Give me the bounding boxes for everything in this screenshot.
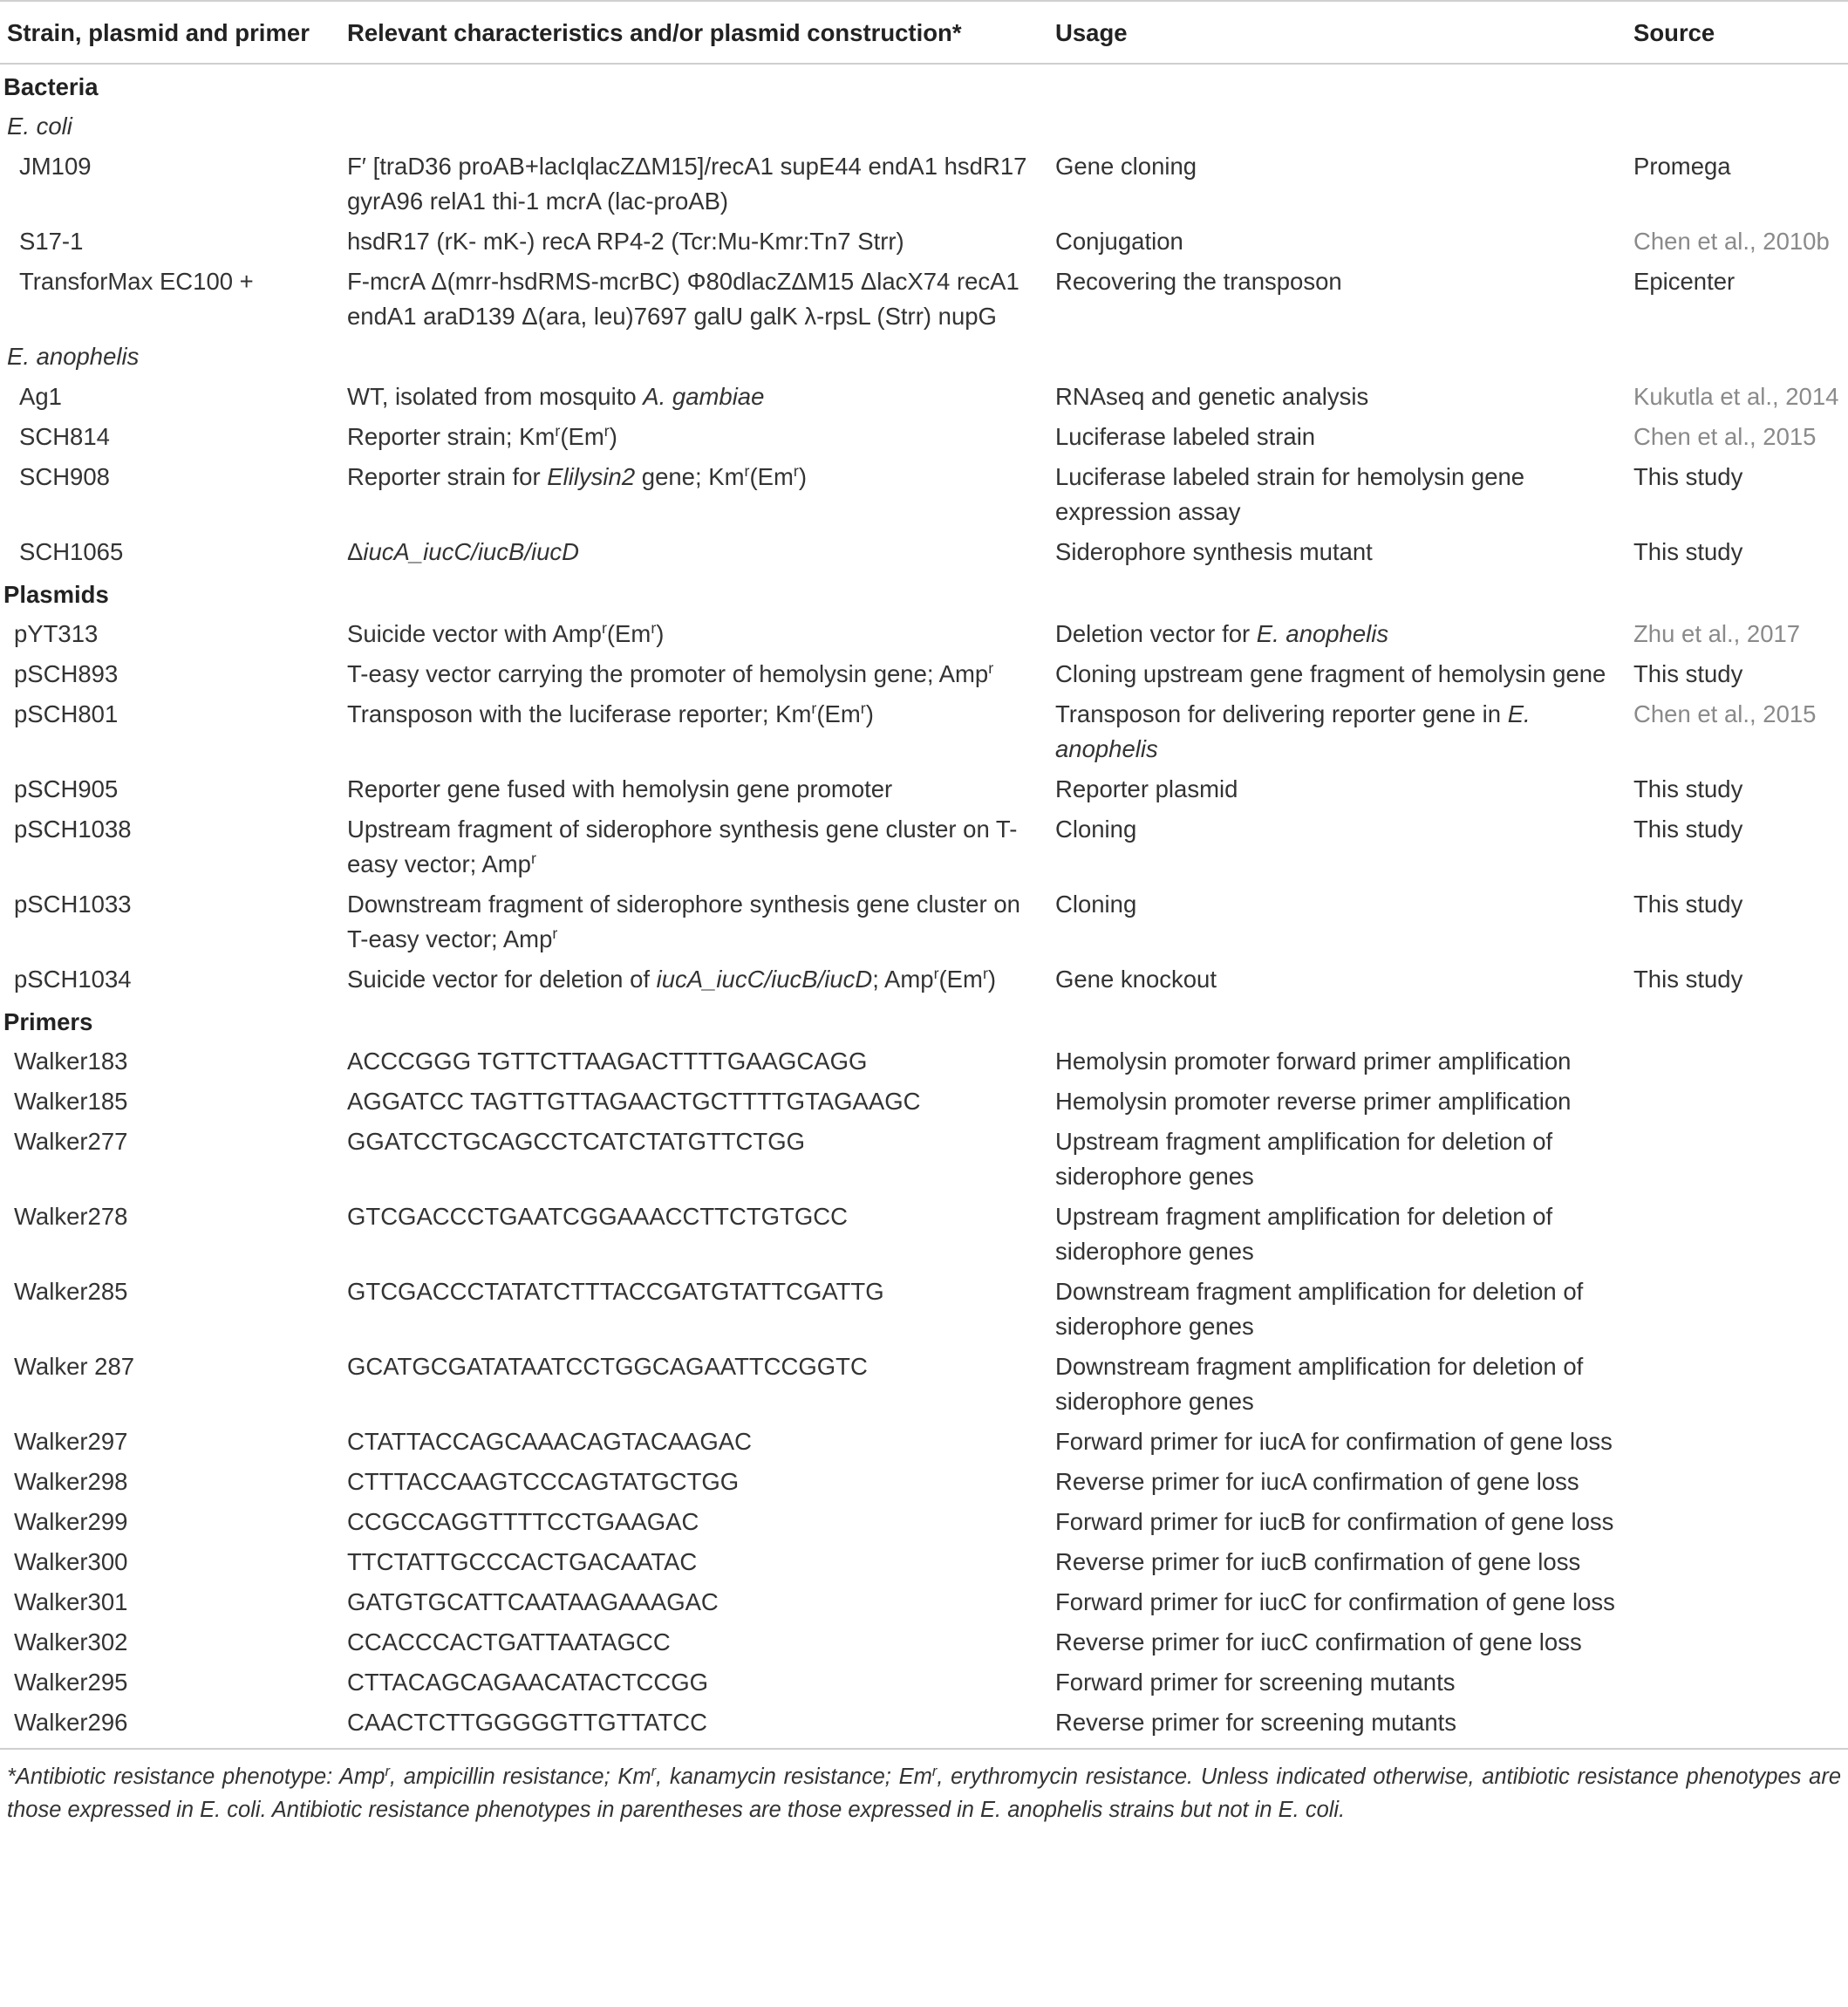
primer-sequence: CTTACAGCAGAACATACTCCGG [347,1669,709,1696]
plasmid-characteristics: T-easy vector carrying the promoter of hemolysin gene; Amp$^r$ [347,659,994,687]
table-row [0,769,1848,809]
subsection-eanophelis: E. anophelis [7,343,140,370]
strain-name: SCH908 [19,463,110,490]
primer-name: Walker 287 [14,1353,135,1380]
strain-source: This study [1633,538,1743,565]
primer-usage: Reverse primer for screening mutants [1055,1709,1457,1736]
primer-sequence: TTCTATTGCCCACTGACAATAC [347,1548,698,1575]
primer-sequence: AGGATCC TAGTTGTTAGAACTGCTTTTGTAGAAGC [347,1088,921,1115]
primer-sequence: CCGCCAGGTTTTCCTGAAGAC [347,1508,699,1535]
primer-usage: Downstream fragment amplification for deletion of siderophore genes [1055,1278,1584,1340]
section-plasmids: Plasmids [3,581,109,608]
plasmid-characteristics: Transposon with the luciferase reporter; Km$^r$(Em$^r$) [347,700,874,727]
header-source: Source [1626,1,1848,64]
primer-source [1626,1662,1848,1703]
table-row [0,959,1848,1000]
strain-usage: Luciferase labeled strain for hemolysin gene expression assay [1055,463,1525,525]
plasmid-source-link[interactable]: Chen et al., 2015 [1633,700,1817,727]
section-row [0,572,1848,614]
table-row [0,1582,1848,1622]
plasmid-characteristics: Suicide vector for deletion of iucA_iucC/iucB/iucD; Amp$^r$(Em$^r$) [347,965,997,993]
primer-sequence: CAACTCTTGGGGGTTGTTATCC [347,1709,707,1736]
plasmid-characteristics: Downstream fragment of siderophore synthesis gene cluster on T-easy vector; Amp$^r$ [347,891,1020,952]
strain-characteristics: Reporter strain for Elilysin2 gene; Km$^r$(Em$^r$) [347,462,807,490]
plasmid-characteristics: Suicide vector with Amp$^r$(Em$^r$) [347,619,665,647]
plasmid-name: pSCH905 [14,775,119,802]
primer-sequence: ACCCGGG TGTTCTTAAGACTTTTGAAGCAGG [347,1048,868,1075]
header-strain: Strain, plasmid and primer [0,1,340,64]
strain-usage: Luciferase labeled strain [1055,423,1316,450]
table-footnote: *Antibiotic resistance phenotype: Amp$^r$, ampicillin resistance; Km$^r$, kanamycin resistance; Em$^r$, erythromycin resistance. Unless indicated otherwise, antibiotic resistance phenotypes are those expressed in E. coli. Antibiotic resistance phenotypes in parentheses are those expressed in E. anophelis strains but not in E. coli. [0,1748,1848,1826]
primer-usage: Forward primer for iucB for confirmation of gene loss [1055,1508,1614,1535]
primer-sequence: CTATTACCAGCAAACAGTACAAGAC [347,1428,752,1455]
section-row [0,64,1848,106]
strain-characteristics: F-mcrA Δ(mrr-hsdRMS-mcrBC) Φ80dlacZΔM15 ΔlacX74 recA1 endA1 araD139 Δ(ara, leu)7697 galU galK λ-rpsL (Strr) nupG [347,268,1019,330]
strain-characteristics: Reporter strain; Km$^r$(Em$^r$) [347,422,617,450]
strain-usage: Recovering the transposon [1055,268,1342,295]
strain-characteristics: hsdR17 (rK- mK-) recA RP4-2 (Tcr:Mu-Kmr:Tn7 Strr) [347,228,904,255]
primer-sequence: GTCGACCCTGAATCGGAAACCTTCTGTGCC [347,1203,848,1230]
table-row [0,884,1848,959]
plasmid-usage: Gene knockout [1055,966,1217,993]
table-row [0,1122,1848,1197]
plasmid-source: This study [1633,775,1743,802]
table-row [0,1197,1848,1272]
strain-usage: Siderophore synthesis mutant [1055,538,1373,565]
primer-sequence: CTTTACCAAGTCCCAGTATGCTGG [347,1468,740,1495]
primer-usage: Hemolysin promoter reverse primer amplification [1055,1088,1572,1115]
primer-usage: Reverse primer for iucC confirmation of gene loss [1055,1628,1582,1655]
primer-name: Walker298 [14,1468,128,1495]
primer-source [1626,1272,1848,1347]
strain-usage: Gene cloning [1055,153,1197,180]
table-row [0,222,1848,262]
plasmid-name: pSCH801 [14,700,119,727]
strain-source-link[interactable]: Chen et al., 2010b [1633,228,1830,255]
plasmid-name: pSCH1034 [14,966,132,993]
table-row [0,377,1848,417]
plasmid-usage: Deletion vector for E. anophelis [1055,620,1389,647]
strain-name: SCH1065 [19,538,124,565]
plasmid-usage: Reporter plasmid [1055,775,1238,802]
strain-name: S17-1 [19,228,84,255]
primer-usage: Forward primer for iucC for confirmation of gene loss [1055,1588,1615,1615]
plasmid-usage: Transposon for delivering reporter gene in E. anophelis [1055,700,1531,762]
primer-source [1626,1582,1848,1622]
primer-source [1626,1082,1848,1122]
table-row [0,1082,1848,1122]
primer-rows [0,1041,1848,1743]
table-header-row [0,1,1848,64]
subsection-ecoli: E. coli [7,113,72,140]
table-row [0,614,1848,654]
primer-usage: Reverse primer for iucA confirmation of gene loss [1055,1468,1579,1495]
primer-name: Walker299 [14,1508,128,1535]
primer-usage: Hemolysin promoter forward primer amplification [1055,1048,1572,1075]
plasmid-source: This study [1633,966,1743,993]
strain-characteristics: F′ [traD36 proAB+lacIqlacZΔM15]/recA1 supE44 endA1 hsdR17 gyrA96 relA1 thi-1 mcrA (lac-proAB) [347,153,1027,215]
section-bacteria: Bacteria [3,73,99,100]
primer-name: Walker185 [14,1088,128,1115]
table-row [0,694,1848,769]
primer-source [1626,1703,1848,1743]
primer-source [1626,1462,1848,1502]
plasmid-name: pSCH893 [14,660,119,687]
primer-source [1626,1422,1848,1462]
primer-source [1626,1122,1848,1197]
table-row [0,147,1848,222]
plasmid-usage: Cloning [1055,891,1137,918]
primer-sequence: GATGTGCATTCAATAAGAAAGAC [347,1588,719,1615]
strain-name: TransforMax EC100 + [19,268,254,295]
header-usage: Usage [1048,1,1626,64]
plasmid-source-link[interactable]: Zhu et al., 2017 [1633,620,1801,647]
primer-sequence: CCACCCACTGATTAATAGCC [347,1628,671,1655]
strain-source: Promega [1633,153,1731,180]
strain-source-link[interactable]: Kukutla et al., 2014 [1633,383,1839,410]
plasmid-source: This study [1633,816,1743,843]
plasmid-characteristics: Upstream fragment of siderophore synthesis gene cluster on T-easy vector; Amp$^r$ [347,816,1018,877]
strain-name: JM109 [19,153,92,180]
table-row [0,1462,1848,1502]
strain-name: SCH814 [19,423,110,450]
strain-characteristics: WT, isolated from mosquito A. gambiae [347,383,765,410]
plasmid-usage: Cloning upstream gene fragment of hemolysin gene [1055,660,1606,687]
plasmid-name: pYT313 [14,620,99,647]
primer-source [1626,1542,1848,1582]
primer-name: Walker296 [14,1709,128,1736]
strain-source: This study [1633,463,1743,490]
primer-name: Walker277 [14,1128,128,1155]
primer-sequence: GGATCCTGCAGCCTCATCTATGTTCTGG [347,1128,805,1155]
primer-name: Walker183 [14,1048,128,1075]
primer-name: Walker278 [14,1203,128,1230]
table-row [0,1622,1848,1662]
strain-characteristics: ΔiucA_iucC/iucB/iucD [347,538,579,565]
table-row [0,1422,1848,1462]
table-row [0,262,1848,337]
primer-source [1626,1197,1848,1272]
strain-name: Ag1 [19,383,62,410]
strain-source-link[interactable]: Chen et al., 2015 [1633,423,1817,450]
table-row [0,532,1848,572]
plasmid-source: This study [1633,660,1743,687]
strain-usage: RNAseq and genetic analysis [1055,383,1369,410]
primer-usage: Forward primer for screening mutants [1055,1669,1456,1696]
primer-sequence: GTCGACCCTATATCTTTACCGATGTATTCGATTG [347,1278,884,1305]
plasmid-characteristics: Reporter gene fused with hemolysin gene promoter [347,775,893,802]
primer-usage: Upstream fragment amplification for deletion of siderophore genes [1055,1203,1553,1265]
primer-name: Walker301 [14,1588,128,1615]
plasmid-name: pSCH1038 [14,816,132,843]
primer-source [1626,1502,1848,1542]
table-row [0,1041,1848,1082]
primer-source [1626,1041,1848,1082]
primer-name: Walker285 [14,1278,128,1305]
table-row [0,1272,1848,1347]
primer-sequence: GCATGCGATATAATCCTGGCAGAATTCCGGTC [347,1353,868,1380]
primer-name: Walker295 [14,1669,128,1696]
strain-source: Epicenter [1633,268,1735,295]
table-row [0,654,1848,694]
table-row [0,1347,1848,1422]
primer-source [1626,1347,1848,1422]
primer-usage: Forward primer for iucA for confirmation of gene loss [1055,1428,1613,1455]
primer-name: Walker300 [14,1548,128,1575]
primer-usage: Reverse primer for iucB confirmation of gene loss [1055,1548,1581,1575]
primer-usage: Upstream fragment amplification for deletion of siderophore genes [1055,1128,1553,1190]
subsection-row [0,106,1848,147]
section-row [0,1000,1848,1041]
primer-source [1626,1622,1848,1662]
table-row [0,417,1848,457]
table-row [0,1662,1848,1703]
primer-name: Walker302 [14,1628,128,1655]
primer-usage: Downstream fragment amplification for deletion of siderophore genes [1055,1353,1584,1415]
plasmid-usage: Cloning [1055,816,1137,843]
strain-usage: Conjugation [1055,228,1183,255]
subsection-row [0,337,1848,377]
table-row [0,1502,1848,1542]
header-characteristics: Relevant characteristics and/or plasmid construction* [340,1,1048,64]
table-row [0,809,1848,884]
plasmid-name: pSCH1033 [14,891,132,918]
plasmid-source: This study [1633,891,1743,918]
primer-name: Walker297 [14,1428,128,1455]
table-row [0,1703,1848,1743]
section-primers: Primers [3,1008,93,1035]
table-row [0,457,1848,532]
table-row [0,1542,1848,1582]
